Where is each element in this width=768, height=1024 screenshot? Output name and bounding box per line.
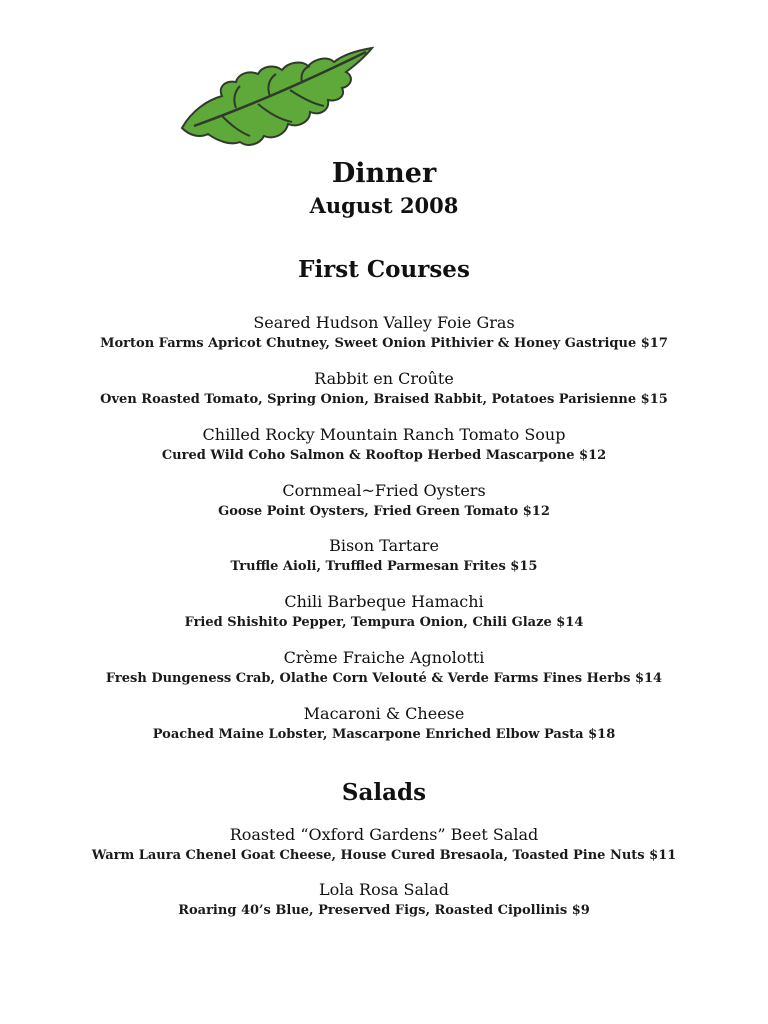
item-name: Chilled Rocky Mountain Ranch Tomato Soup [202, 425, 566, 444]
item-description: Warm Laura Chenel Goat Cheese, House Cured Bresaola, Toasted Pine Nuts $11 [91, 848, 677, 863]
section-heading-first-courses: First Courses [298, 256, 470, 283]
item-description: Cured Wild Coho Salmon & Rooftop Herbed Mascarpone $12 [161, 448, 607, 463]
menu-item [0, 647, 768, 689]
item-description: Goose Point Oysters, Fried Green Tomato $12 [218, 504, 550, 519]
item-name: Roasted “Oxford Gardens” Beet Salad [229, 825, 539, 844]
item-description: Oven Roasted Tomato, Spring Onion, Braised Rabbit, Potatoes Parisienne $15 [100, 392, 668, 407]
item-name: Lola Rosa Salad [319, 880, 449, 899]
item-name: Seared Hudson Valley Foie Gras [253, 313, 515, 332]
menu-item [0, 824, 768, 866]
item-name: Rabbit en Croûte [314, 369, 454, 388]
menu-date: August 2008 [309, 193, 459, 218]
item-description: Fresh Dungeness Crab, Olathe Corn Velouté & Verde Farms Fines Herbs $14 [105, 671, 663, 686]
item-description: Fried Shishito Pepper, Tempura Onion, Chili Glaze $14 [184, 615, 584, 630]
item-description: Roaring 40’s Blue, Preserved Figs, Roasted Cipollinis $9 [178, 903, 590, 918]
menu-item [0, 703, 768, 745]
menu-item [0, 879, 768, 921]
item-name: Bison Tartare [329, 536, 439, 555]
oak-leaf-icon [178, 44, 378, 152]
item-name: Crème Fraiche Agnolotti [283, 648, 485, 667]
item-description: Truffle Aioli, Truffled Parmesan Frites $15 [230, 559, 538, 574]
menu-item [0, 480, 768, 522]
item-name: Macaroni & Cheese [303, 704, 465, 723]
section-heading-salads: Salads [341, 779, 427, 806]
menu-item [0, 591, 768, 633]
menu-title: Dinner [331, 158, 437, 189]
item-description: Morton Farms Apricot Chutney, Sweet Onion Pithivier & Honey Gastrique $17 [100, 336, 668, 351]
menu-item [0, 535, 768, 577]
item-description: Poached Maine Lobster, Mascarpone Enriched Elbow Pasta $18 [152, 727, 616, 742]
menu-item [0, 424, 768, 466]
item-name: Cornmeal~Fried Oysters [282, 481, 486, 500]
menu-item [0, 368, 768, 410]
item-name: Chili Barbeque Hamachi [284, 592, 484, 611]
menu-item [0, 312, 768, 354]
